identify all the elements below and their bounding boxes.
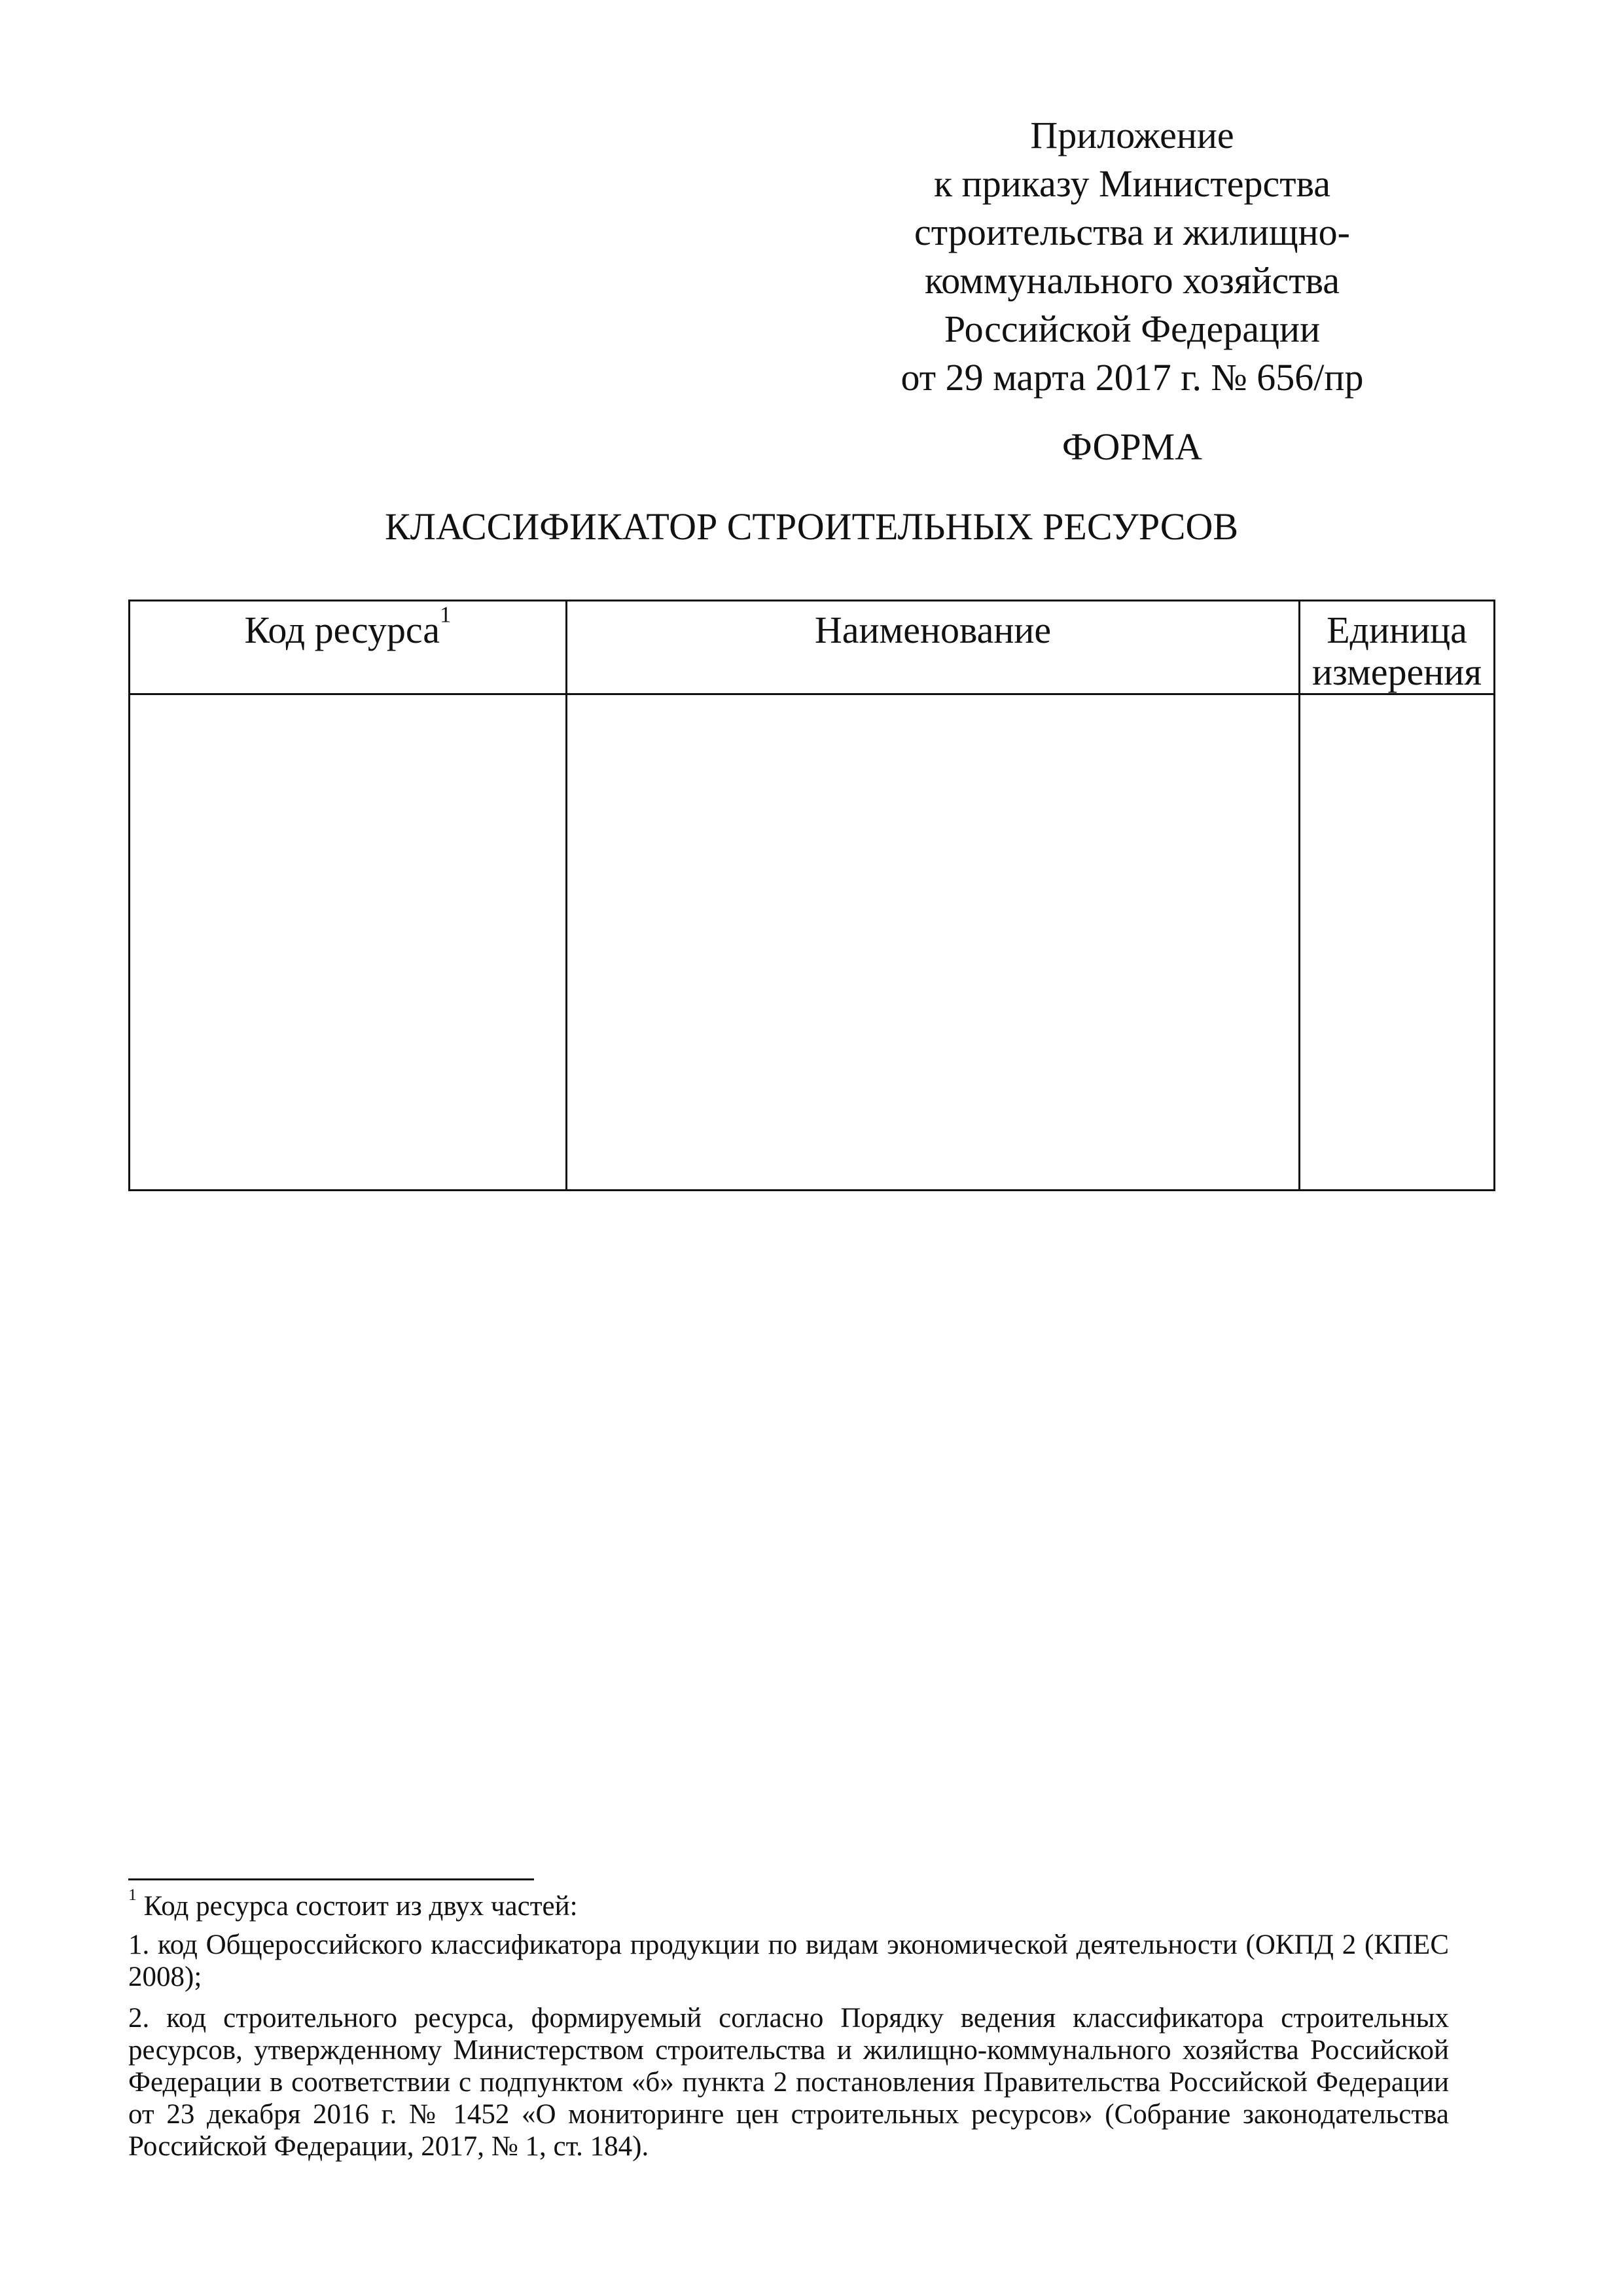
cell-unit: [1300, 694, 1495, 1191]
footnote-marker: 1: [128, 1884, 137, 1904]
footnote-intro: [128, 1884, 1449, 1922]
appendix-line: коммунального хозяйства: [925, 259, 1340, 302]
appendix-line: Российской Федерации: [944, 308, 1321, 350]
footnote-item-1: 1. код Общероссийского классификатора продукции по видам экономической деятельности (ОКПД 2 (КПЕС 2008);: [128, 1929, 1449, 1992]
appendix-line: строительства и жилищно-: [914, 211, 1350, 253]
footnote-intro-text: Код ресурса состоит из двух частей:: [143, 1891, 578, 1922]
appendix-line: от 29 марта 2017 г. № 656/пр: [901, 356, 1364, 399]
cell-resource-code: [130, 694, 567, 1191]
header-name: Наименование: [567, 601, 1300, 694]
classifier-table: [128, 600, 1495, 1191]
footnote-divider: [128, 1878, 534, 1880]
appendix-line: к приказу Министерства: [934, 162, 1330, 205]
footnotes: [128, 1884, 1449, 2172]
table-row: [130, 694, 1495, 1191]
header-resource-code-label: Код ресурса: [244, 609, 440, 651]
header-unit-line2: измерения: [1311, 651, 1482, 693]
footnote-reference: 1: [440, 601, 452, 628]
document-title: КЛАССИФИКАТОР СТРОИТЕЛЬНЫХ РЕСУРСОВ: [384, 505, 1239, 548]
header-resource-code: [130, 601, 567, 694]
table-header-row: [130, 601, 1495, 694]
form-label: ФОРМА: [1061, 425, 1203, 468]
appendix-header: [870, 111, 1394, 402]
cell-name: [567, 694, 1300, 1191]
header-unit-line1: Единица: [1327, 609, 1467, 651]
footnote-item-2: 2. код строительного ресурса, формируемый согласно Порядку ведения классификатора строительных ресурсов, утвержденному Министерством строительства и жилищно-коммунального хозяйства Российской Федерации в соответствии с подпунктом «б» пункта 2 постановления Правительства Российской Федерации от 23 декабря 2016 г. № 1452 «О мониторинге цен строительных ресурсов» (Собрание законодательства Российской Федерации, 2017, № 1, ст. 184).: [128, 2003, 1449, 2162]
appendix-line: Приложение: [1030, 114, 1234, 156]
header-unit: [1300, 601, 1495, 694]
